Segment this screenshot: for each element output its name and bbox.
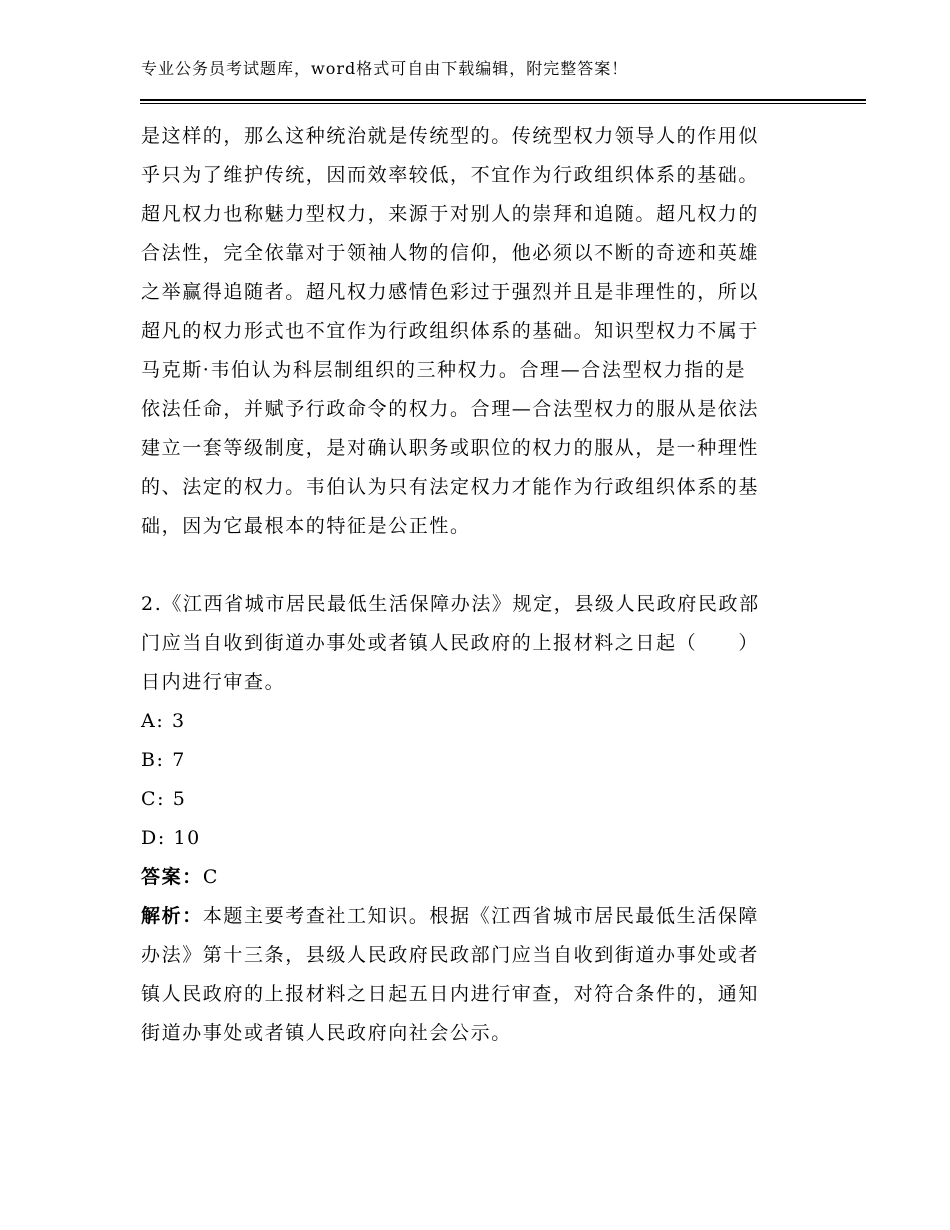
analysis-line (141, 897, 801, 936)
analysis-line: 街道办事处或者镇人民政府向社会公示。 (141, 1022, 512, 1044)
answer-value: C (202, 866, 219, 888)
question-stem-line: 日内进行审查。 (141, 671, 286, 693)
option-b: B: 7 (141, 749, 186, 771)
passage-line: 的、法定的权力。韦伯认为只有法定权力才能作为行政组织体系的基 (141, 476, 760, 498)
analysis-label: 解析： (141, 905, 203, 927)
option-c: C: 5 (141, 788, 187, 810)
analysis-line: 镇人民政府的上报材料之日起五日内进行审查，对符合条件的，通知 (141, 983, 760, 1005)
question-block (141, 585, 801, 1053)
paragraph-gap (141, 546, 801, 585)
question-stem-line: 2.《江西省城市居民最低生活保障办法》规定，县级人民政府民政部 (141, 593, 760, 615)
passage-line: 乎只为了维护传统，因而效率较低，不宜作为行政组织体系的基础。 (141, 164, 760, 186)
passage-line: 超凡的权力形式也不宜作为行政组织体系的基础。知识型权力不属于 (141, 320, 760, 342)
passage-paragraph (141, 117, 801, 546)
document-body (141, 117, 801, 1053)
passage-line: 马克斯·韦伯认为科层制组织的三种权力。合理—合法型权力指的是 (141, 359, 747, 381)
analysis-text: 本题主要考查社工知识。根据《江西省城市居民最低生活保障 (202, 905, 760, 927)
question-stem-line: 门应当自收到街道办事处或者镇人民政府的上报材料之日起（ ） (141, 632, 760, 654)
answer-label: 答案： (141, 866, 203, 888)
passage-line: 之举赢得追随者。超凡权力感情色彩过于强烈并且是非理性的，所以 (141, 281, 760, 303)
option-d: D: 10 (141, 827, 201, 849)
passage-line: 建立一套等级制度，是对确认职务或职位的权力的服从，是一种理性 (141, 437, 760, 459)
passage-line: 依法任命，并赋予行政命令的权力。合理—合法型权力的服从是依法 (141, 398, 760, 420)
passage-line: 础，因为它最根本的特征是公正性。 (141, 515, 471, 537)
header-rule-thin (140, 103, 866, 104)
passage-line: 是这样的，那么这种统治就是传统型的。传统型权力领导人的作用似 (141, 125, 760, 147)
passage-line: 超凡权力也称魅力型权力，来源于对别人的崇拜和追随。超凡权力的 (141, 203, 760, 225)
page-header: 专业公务员考试题库，word格式可自由下载编辑，附完整答案！ (141, 59, 629, 78)
header-rule-thick (140, 99, 866, 101)
option-a: A: 3 (141, 710, 186, 732)
passage-line: 合法性，完全依靠对于领袖人物的信仰，他必须以不断的奇迹和英雄 (141, 242, 760, 264)
answer-line (141, 858, 801, 897)
analysis-line: 办法》第十三条，县级人民政府民政部门应当自收到街道办事处或者 (141, 944, 760, 966)
